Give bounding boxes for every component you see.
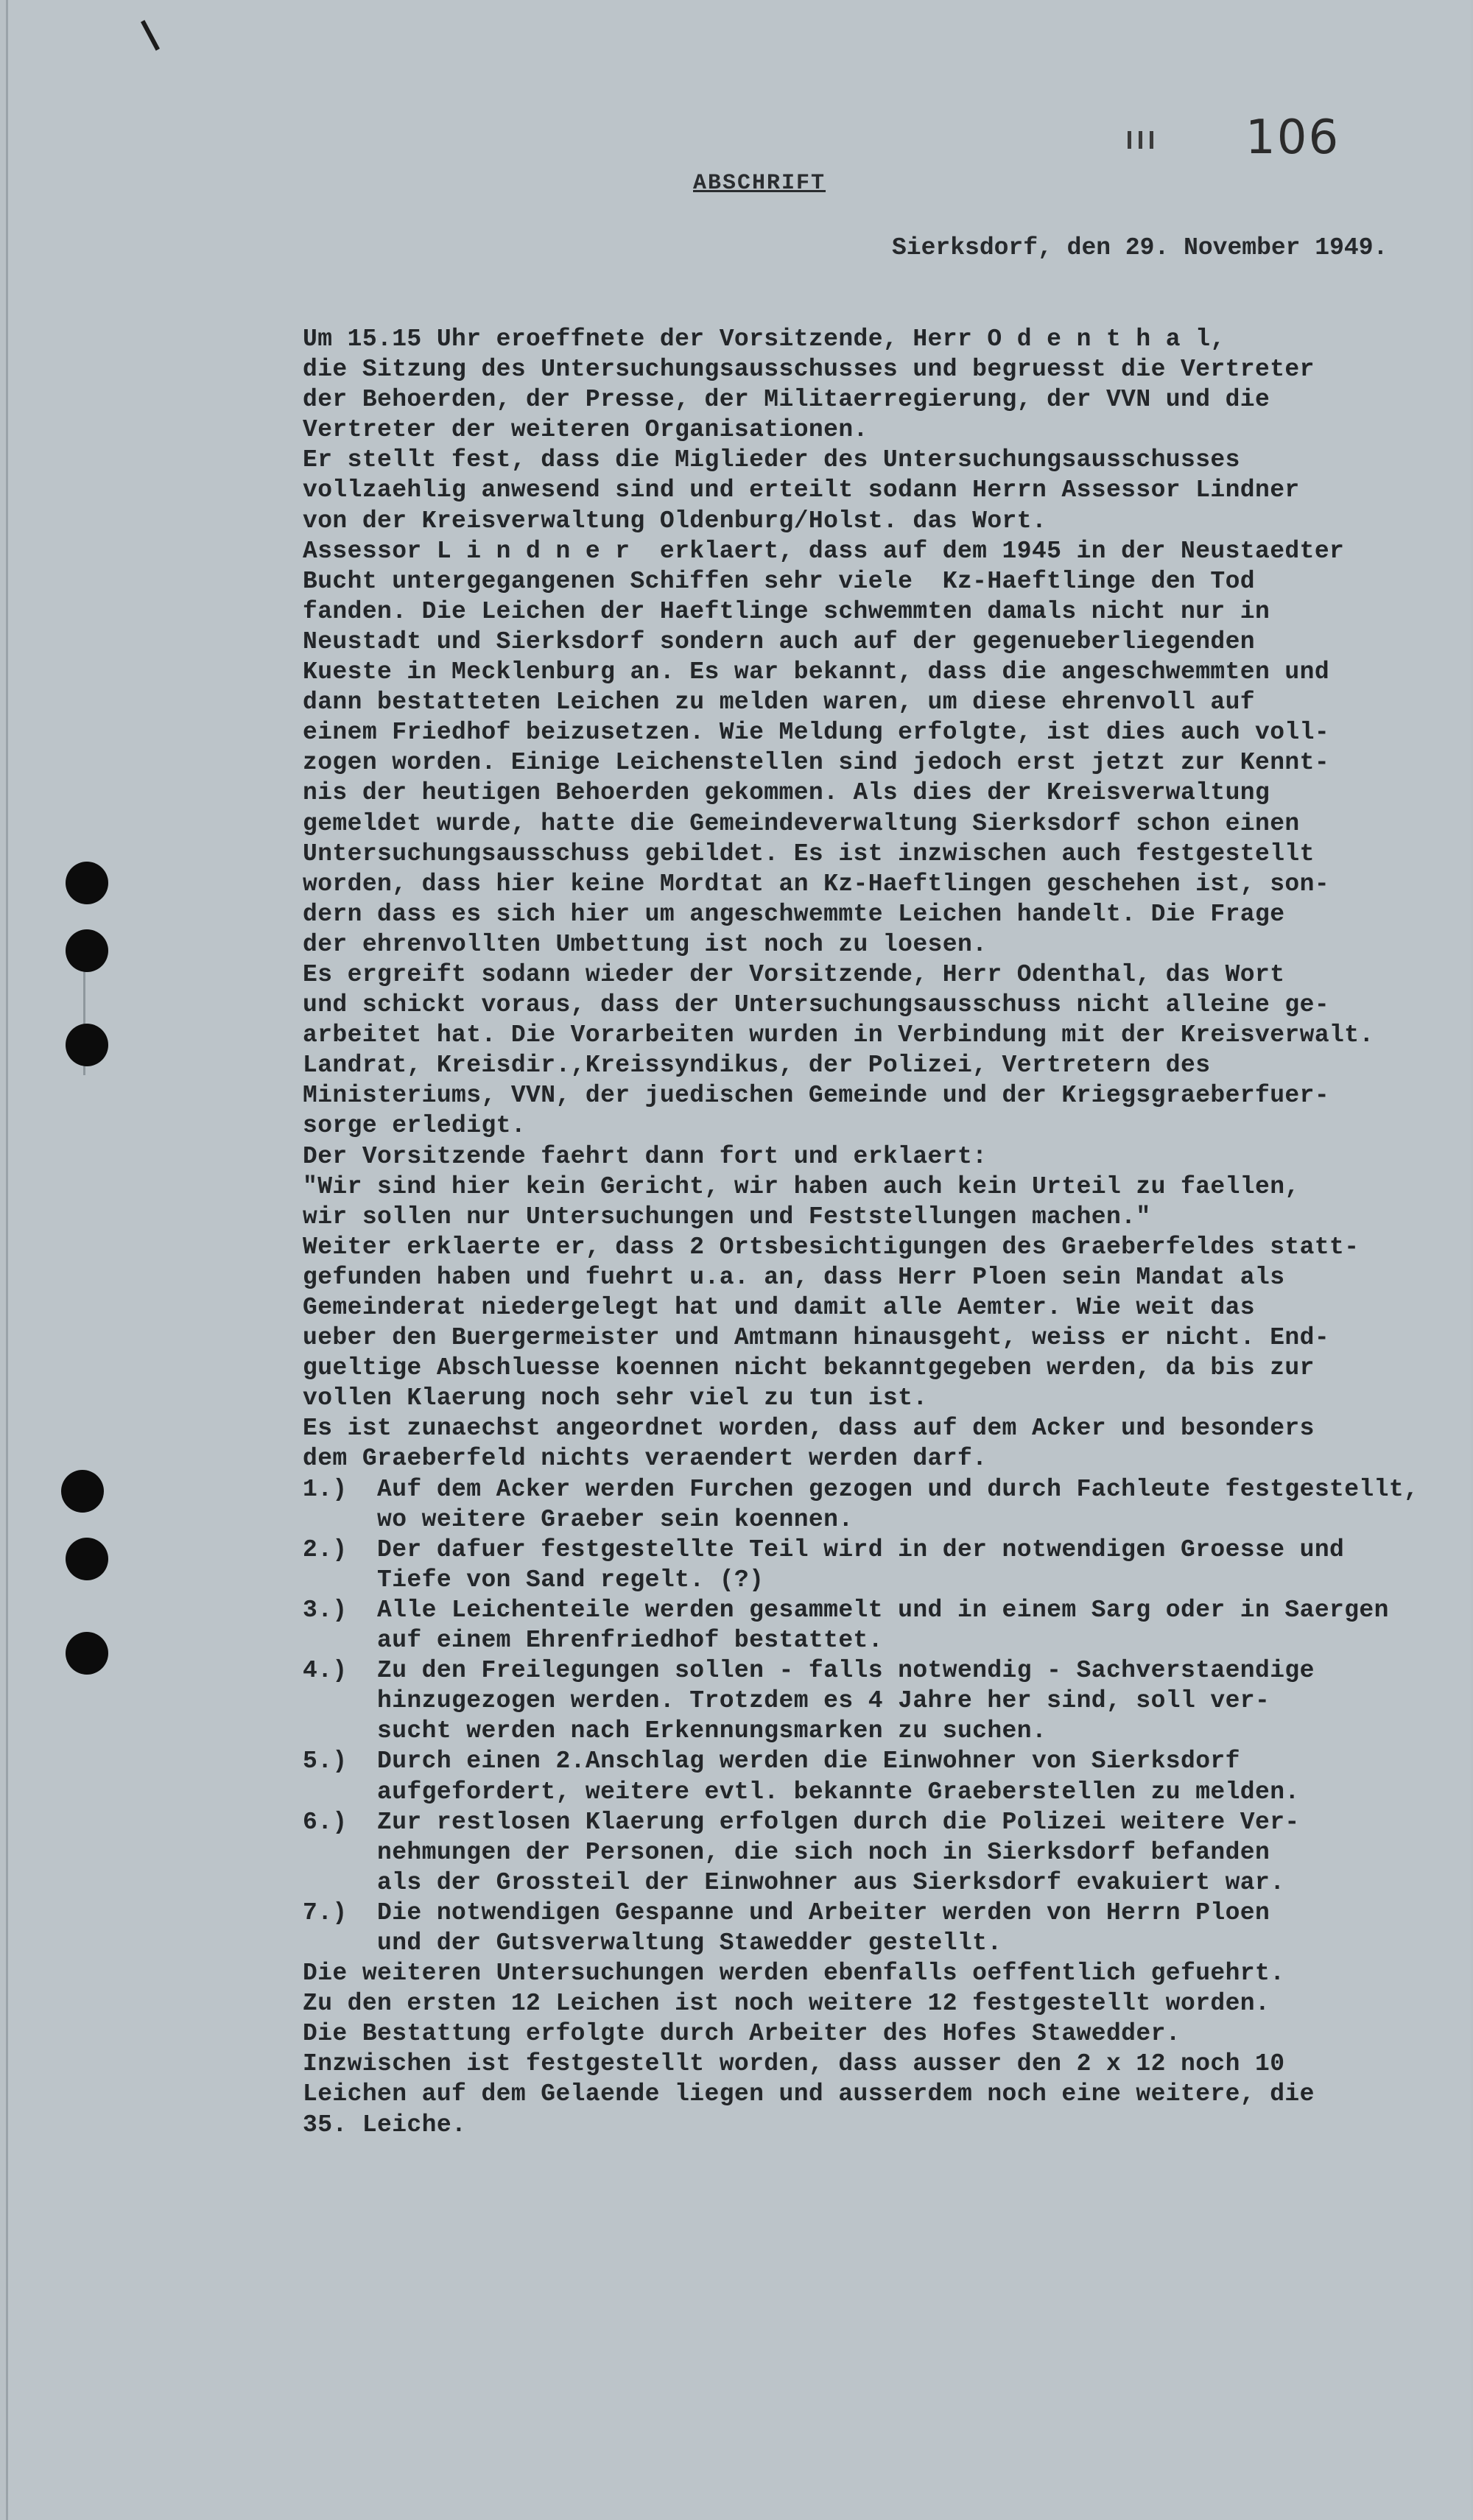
text-line: 3.) Alle Leichenteile werden gesammelt und in einem Sarg oder in Saergen [303,1596,1389,1624]
text-line: nehmungen der Personen, die sich noch in Sierksdorf befanden [303,1838,1270,1866]
text-line: ueber den Buergermeister und Amtmann hinausgeht, weiss er nicht. End- [303,1324,1330,1352]
text-line: und der Gutsverwaltung Stawedder gestellt. [303,1929,1002,1957]
dateline: Sierksdorf, den 29. November 1949. [892,234,1388,261]
document-title: ABSCHRIFT [693,171,826,196]
page-number: 106 [1245,110,1340,165]
text-line: "Wir sind hier kein Gericht, wir haben auch kein Urteil zu faellen, [303,1172,1300,1200]
body-text [303,324,1452,2140]
text-line: fanden. Die Leichen der Haeftlinge schwemmten damals nicht nur in [303,597,1270,625]
text-line: hinzugezogen werden. Trotzdem es 4 Jahre her sind, soll ver- [303,1687,1270,1715]
text-line: einem Friedhof beizusetzen. Wie Meldung erfolgte, ist dies auch voll- [303,719,1330,747]
text-line: die Sitzung des Untersuchungsausschusses und begruesst die Vertreter [303,356,1315,384]
punch-hole [61,1470,104,1513]
text-line: Inzwischen ist festgestellt worden, dass ausser den 2 x 12 noch 10 [303,2050,1285,2078]
text-line: Zu den ersten 12 Leichen ist noch weitere 12 festgestellt worden. [303,1990,1270,2018]
text-line: der Behoerden, der Presse, der Militaerregierung, der VVN und die [303,386,1270,414]
text-line: wir sollen nur Untersuchungen und Feststellungen machen." [303,1203,1151,1231]
text-line: gemeldet wurde, hatte die Gemeindeverwaltung Sierksdorf schon einen [303,809,1300,837]
page-number-strokes [1128,131,1216,149]
text-line: der ehrenvollten Umbettung ist noch zu loesen. [303,930,988,958]
text-line: 6.) Zur restlosen Klaerung erfolgen durch die Polizei weitere Ver- [303,1808,1300,1836]
punch-hole [66,929,108,972]
text-line: wo weitere Graeber sein koennen. [303,1505,854,1533]
text-line: Bucht untergegangenen Schiffen sehr viele Kz-Haeftlinge den Tod [303,567,1256,595]
text-line: und schickt voraus, dass der Untersuchungsausschuss nicht alleine ge- [303,991,1330,1019]
text-line: Leichen auf dem Gelaende liegen und ausserdem noch eine weitere, die [303,2080,1315,2108]
text-line: dern dass es sich hier um angeschwemmte Leichen handelt. Die Frage [303,900,1285,928]
text-line: von der Kreisverwaltung Oldenburg/Holst. das Wort. [303,507,1047,535]
text-line: 1.) Auf dem Acker werden Furchen gezogen und durch Fachleute festgestellt, [303,1475,1419,1503]
text-line: Gemeinderat niedergelegt hat und damit alle Aemter. Wie weit das [303,1294,1256,1321]
text-line: Er stellt fest, dass die Miglieder des Untersuchungsausschusses [303,446,1240,474]
text-line: sorge erledigt. [303,1112,527,1140]
text-line: 4.) Zu den Freilegungen sollen - falls notwendig - Sachverstaendige [303,1657,1315,1685]
text-line: arbeitet hat. Die Vorarbeiten wurden in Verbindung mit der Kreisverwalt. [303,1021,1374,1049]
text-line: als der Grossteil der Einwohner aus Sierksdorf evakuiert war. [303,1868,1285,1896]
text-line: Tiefe von Sand regelt. (?) [303,1566,764,1594]
text-line: 2.) Der dafuer festgestellte Teil wird in der notwendigen Groesse und [303,1535,1345,1563]
text-line: Der Vorsitzende faehrt dann fort und erklaert: [303,1142,988,1170]
punch-hole [66,1024,108,1066]
text-line: Es ist zunaechst angeordnet worden, dass auf dem Acker und besonders [303,1415,1315,1443]
text-line: Untersuchungsausschuss gebildet. Es ist inzwischen auch festgestellt [303,840,1315,867]
text-line: zogen worden. Einige Leichenstellen sind jedoch erst jetzt zur Kennt- [303,749,1330,777]
pen-tick-mark [141,20,160,51]
text-line: vollen Klaerung noch sehr viel zu tun ist. [303,1384,928,1412]
text-line: sucht werden nach Erkennungsmarken zu suchen. [303,1717,1047,1745]
text-line: 7.) Die notwendigen Gespanne und Arbeiter werden von Herrn Ploen [303,1898,1270,1926]
punch-hole [66,1632,108,1675]
text-line: nis der heutigen Behoerden gekommen. Als dies der Kreisverwaltung [303,779,1270,807]
document-page [6,0,1471,2520]
text-line: aufgefordert, weitere evtl. bekannte Graeberstellen zu melden. [303,1778,1300,1806]
text-line: vollzaehlig anwesend sind und erteilt sodann Herrn Assessor Lindner [303,476,1300,504]
text-line: Um 15.15 Uhr eroeffnete der Vorsitzende, Herr O d e n t h a l, [303,325,1226,353]
text-line: Die Bestattung erfolgte durch Arbeiter des Hofes Stawedder. [303,2020,1181,2048]
punch-hole [66,862,108,904]
text-line: Vertreter der weiteren Organisationen. [303,416,868,444]
text-line: Assessor L i n d n e r erklaert, dass auf dem 1945 in der Neustaedter [303,537,1345,565]
text-line: worden, dass hier keine Mordtat an Kz-Haeftlingen geschehen ist, son- [303,870,1330,898]
text-line: 5.) Durch einen 2.Anschlag werden die Einwohner von Sierksdorf [303,1748,1240,1775]
text-line: auf einem Ehrenfriedhof bestattet. [303,1627,883,1655]
text-line: Neustadt und Sierksdorf sondern auch auf der gegenueberliegenden [303,627,1256,655]
text-line: Ministeriums, VVN, der juedischen Gemeinde und der Kriegsgraeberfuer- [303,1082,1330,1110]
text-line: gueltige Abschluesse koennen nicht bekanntgegeben werden, da bis zur [303,1354,1315,1382]
text-line: Weiter erklaerte er, dass 2 Ortsbesichtigungen des Graeberfeldes statt- [303,1233,1360,1261]
text-line: Kueste in Mecklenburg an. Es war bekannt, dass die angeschwemmten und [303,658,1330,686]
text-line: Es ergreift sodann wieder der Vorsitzende, Herr Odenthal, das Wort [303,960,1285,988]
text-line: dem Graeberfeld nichts veraendert werden darf. [303,1445,988,1473]
punch-hole [66,1538,108,1580]
text-line: 35. Leiche. [303,2111,467,2139]
text-line: dann bestatteten Leichen zu melden waren, um diese ehrenvoll auf [303,689,1256,717]
text-line: gefunden haben und fuehrt u.a. an, dass Herr Ploen sein Mandat als [303,1263,1285,1291]
text-line: Landrat, Kreisdir.,Kreissyndikus, der Polizei, Vertretern des [303,1052,1211,1080]
text-line: Die weiteren Untersuchungen werden ebenfalls oeffentlich gefuehrt. [303,1960,1285,1988]
